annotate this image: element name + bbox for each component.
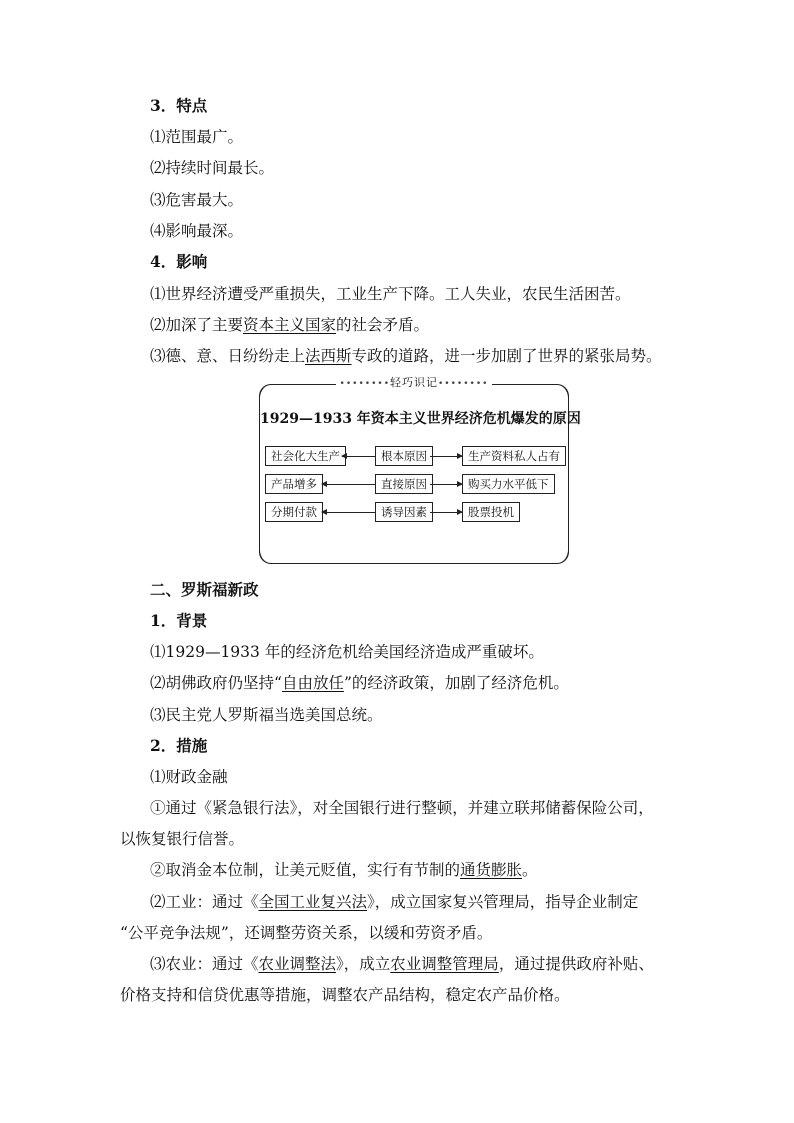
feature-item: ⑶危害最大。 [150,191,244,209]
memory-box-label: ••••••••轻巧识记•••••••• [260,376,568,391]
underlined-term: 通货膨胀 [460,861,523,879]
underlined-term: 农业调整法 [258,955,337,973]
agriculture-item-continued: 价格支持和信贷优惠等措施，调整农产品结构，稳定农产品价格。 [120,986,570,1004]
arrow-right [430,484,462,485]
arrow-left [342,456,375,457]
cause-right-cell: 购买力水平低下 [462,474,555,494]
finance-item: ②取消金本位制，让美元贬值，实行有节制的通货膨胀。 [150,861,538,879]
cause-right-cell: 股票投机 [462,502,520,522]
cause-center-cell: 根本原因 [375,446,433,466]
impact-heading: 4．影响 [150,252,208,271]
underlined-term: 全国工业复兴法 [258,893,368,911]
cause-left-cell: 社会化大生产 [265,446,346,466]
underlined-term: 资本主义国家 [243,316,337,334]
background-item: ⑵胡佛政府仍坚持“自由放任”的经济政策，加剧了经济危机。 [150,674,569,692]
impact-item: ⑴世界经济遭受严重损失，工业生产下降。工人失业，农民生活困苦。 [150,285,631,303]
underlined-term: 法西斯 [305,347,352,365]
features-heading: 3．特点 [150,96,208,115]
background-item: ⑴1929—1933 年的经济危机给美国经济造成严重破坏。 [150,643,544,661]
background-heading: 1．背景 [150,611,208,630]
arrow-right [430,512,462,513]
impact-item: ⑶德、意、日纷纷走上法西斯专政的道路，进一步加剧了世界的紧张局势。 [150,347,662,365]
feature-item: ⑵持续时间最长。 [150,159,275,177]
finance-heading: ⑴财政金融 [150,768,228,786]
cause-left-cell: 产品增多 [265,474,323,494]
memory-box [259,376,581,564]
industry-item-continued: “公平竞争法规”，还调整劳资关系，以缓和劳资矛盾。 [120,924,493,942]
background-item: ⑶民主党人罗斯福当选美国总统。 [150,706,383,724]
impact-item: ⑵加深了主要资本主义国家的社会矛盾。 [150,316,430,334]
finance-item-continued: 以恢复银行信誉。 [120,830,245,848]
feature-item: ⑴范围最广。 [150,128,244,146]
underlined-term: 自由放任 [281,674,344,692]
finance-item: ①通过《紧急银行法》，对全国银行进行整顿，并建立联邦储蓄保险公司， [150,799,654,817]
industry-item: ⑵工业：通过《全国工业复兴法》，成立国家复兴管理局，指导企业制定 [150,893,639,911]
arrow-right [430,456,462,457]
underlined-term: 农业调整管理局 [390,955,499,973]
measures-heading: 2．措施 [150,736,208,755]
arrow-left [322,484,375,485]
cause-center-cell: 诱导因素 [375,502,433,522]
cause-left-cell: 分期付款 [265,502,323,522]
arrow-left [322,512,375,513]
section-heading: 二、罗斯福新政 [150,580,259,599]
agriculture-item: ⑶农业：通过《农业调整法》，成立农业调整管理局，通过提供政府补贴、 [150,955,654,973]
cause-center-cell: 直接原因 [375,474,433,494]
memory-box-title: 1929—1933 年资本主义世界经济危机爆发的原因 [260,411,581,427]
cause-right-cell: 生产资料私人占有 [462,446,566,466]
feature-item: ⑷影响最深。 [150,222,244,240]
